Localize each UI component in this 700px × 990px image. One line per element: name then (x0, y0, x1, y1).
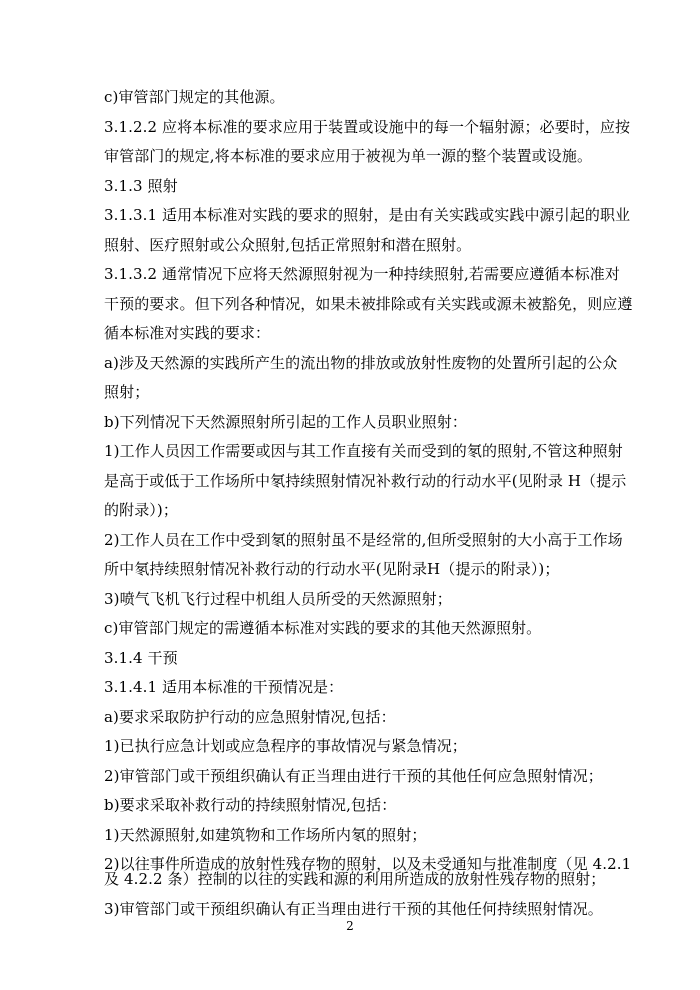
text-line: 3.1.3.2 通常情况下应将天然源照射视为一种持续照射,若需要应遵循本标准对 (104, 265, 620, 283)
text-line: 照射； (104, 383, 150, 401)
text-line: c)审管部门规定的其他源。 (104, 88, 285, 106)
text-line: 2)审管部门或干预组织确认有正当理由进行干预的其他任何应急照射情况； (104, 767, 603, 785)
text-line: 1)已执行应急计划或应急程序的事故情况与紧急情况； (104, 737, 467, 755)
text-line: 3.1.3.1 适用本标准对实践的要求的照射，是由有关实践或实践中源引起的职业 (104, 206, 631, 224)
text-line: 审管部门的规定,将本标准的要求应用于被视为单一源的整个装置或设施。 (104, 147, 593, 165)
text-line: 是高于或低于工作场所中氡持续照射情况补救行动的行动水平(见附录 H（提示 (104, 472, 627, 490)
section-heading: 3.1.3 照射 (104, 177, 178, 195)
text-line: b)下列情况下天然源照射所引起的工作人员职业照射： (104, 413, 467, 431)
text-line: 1)天然源照射,如建筑物和工作场所内氡的照射； (104, 826, 427, 844)
text-line: a)涉及天然源的实践所产生的流出物的排放或放射性废物的处置所引起的公众 (104, 354, 618, 372)
text-line: c)审管部门规定的需遵循本标准对实践的要求的其他天然源照射。 (104, 619, 542, 637)
text-line: 3)审管部门或干预组织确认有正当理由进行干预的其他任何持续照射情况。 (104, 900, 603, 918)
text-line: 2)工作人员在工作中受到氡的照射虽不是经常的,但所受照射的大小高于工作场 (104, 531, 623, 549)
section-heading: 3.1.4 干预 (104, 649, 178, 667)
text-line: 及 4.2.2 条）控制的以往的实践和源的利用所造成的放射性残存物的照射； (104, 870, 606, 888)
text-line: 3)喷气飞机飞行过程中机组人员所受的天然源照射； (104, 590, 452, 608)
text-line: 的附录）)； (104, 501, 178, 519)
text-line: 3.1.4.1 适用本标准的干预情况是： (104, 678, 344, 696)
text-line: 1)工作人员因工作需要或因与其工作直接有关而受到的氡的照射,不管这种照射 (104, 442, 623, 460)
text-line: 所中氡持续照射情况补救行动的行动水平(见附录H（提示的附录）)； (104, 560, 560, 578)
text-line: 照射、医疗照射或公众照射,包括正常照射和潜在照射。 (104, 236, 472, 254)
text-line: 循本标准对实践的要求： (104, 324, 271, 342)
text-line: 干预的要求。但下列各种情况，如果未被排除或有关实践或源未被豁免，则应遵 (104, 295, 633, 313)
text-line: b)要求采取补救行动的持续照射情况,包括： (104, 796, 397, 814)
text-line: 2)以往事件所造成的放射性残存物的照射，以及未受通知与批准制度（见 4.2.1 (104, 855, 632, 873)
text-line: a)要求采取防护行动的应急照射情况,包括： (104, 708, 396, 726)
page-number: 2 (346, 919, 354, 933)
text-line: 3.1.2.2 应将本标准的要求应用于装置或设施中的每一个辐射源；必要时，应按 (104, 118, 631, 136)
